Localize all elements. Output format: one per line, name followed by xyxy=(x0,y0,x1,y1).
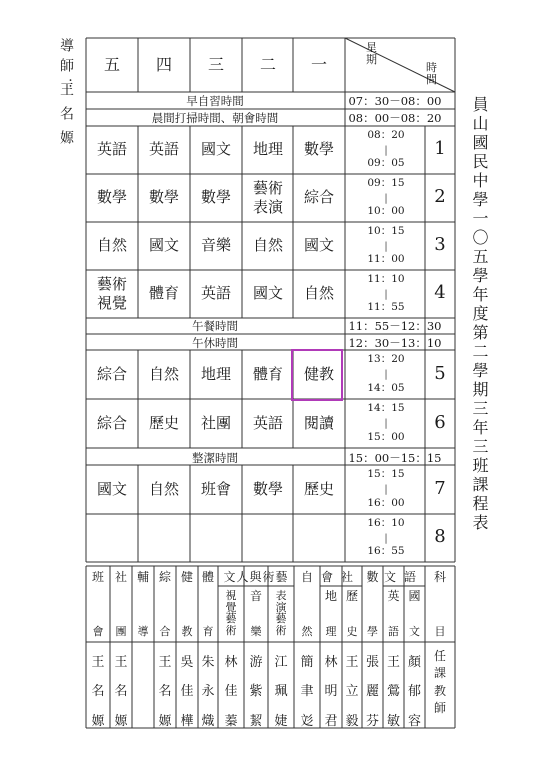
period-end-5: 14：05 xyxy=(367,382,405,394)
class-cell-p4-d4 xyxy=(242,270,294,318)
subject-bottom-12: 史 xyxy=(346,625,358,638)
day-header-3: 三 xyxy=(207,55,224,74)
period-start-5: 13：20 xyxy=(367,353,405,365)
teacher-name-7: 林佳蓁 xyxy=(224,655,238,729)
teacher-name-5: 吳佳樺 xyxy=(180,655,194,729)
period-number-1: 1 xyxy=(434,138,446,159)
class-cell-p1-d5 xyxy=(293,126,345,174)
period-start-2: 09：15 xyxy=(367,177,405,189)
class-cell-text: 國文 xyxy=(96,479,127,498)
class-cell-text: 自然 xyxy=(148,364,179,383)
class-cell-text: 自然 xyxy=(252,236,283,255)
class-cell-p5-d2 xyxy=(138,350,190,399)
period-end-4: 11：55 xyxy=(367,301,405,313)
subject-top-6: 體 xyxy=(201,570,214,584)
class-cell-p4-d1 xyxy=(86,270,138,318)
class-cell-text: 自然 xyxy=(96,236,127,255)
subject-top-8: 音 xyxy=(249,589,262,603)
period-number-2: 2 xyxy=(434,186,446,207)
teacher-name-12: 王立毅 xyxy=(345,655,359,729)
class-cell-text: 綜合 xyxy=(96,413,127,432)
class-cell-text: 數學 xyxy=(96,188,127,207)
class-cell-text: 數學 xyxy=(252,479,283,498)
group-label-language: 文語 xyxy=(383,570,424,584)
subject-top-14: 英 xyxy=(387,589,400,603)
teacher-name-8: 游紫絜 xyxy=(249,655,263,729)
teacher-name-6: 朱永熾 xyxy=(201,655,215,729)
band-lunch-time: 11：55－12：30 xyxy=(348,319,442,333)
class-cell-p5-d4 xyxy=(242,350,294,399)
teacher-name-2: 王名嫄 xyxy=(114,655,128,729)
class-cell-p8-d2 xyxy=(138,514,190,562)
class-cell-p6-d5 xyxy=(293,399,345,448)
class-cell-text: 國文 xyxy=(148,236,179,255)
class-cell-p6-d4 xyxy=(242,399,294,448)
class-cell-p2-d5 xyxy=(293,174,345,222)
class-cell-p7-d1 xyxy=(86,465,138,514)
band-morning-study-label: 早自習時間 xyxy=(186,94,244,108)
day-header-5: 一 xyxy=(310,55,327,74)
class-cell-text: 歷史 xyxy=(148,413,179,432)
day-header-2: 四 xyxy=(155,55,172,74)
class-cell-p2-d1 xyxy=(86,174,138,222)
class-cell-p3-d3 xyxy=(190,222,242,270)
band-cleaning-time: 08：00－08：20 xyxy=(348,111,442,125)
class-cell-text: 國文 xyxy=(200,140,231,159)
period-time-separator: | xyxy=(384,288,388,300)
period-time-separator: | xyxy=(384,240,388,252)
class-cell-text: 地理 xyxy=(252,140,283,159)
period-start-7: 15：15 xyxy=(367,468,405,480)
class-cell-p1-d3 xyxy=(190,126,242,174)
teacher-name-15: 顏郁容 xyxy=(407,655,421,729)
group-label-arts: 文人與術藝 xyxy=(223,570,289,584)
subject-bottom-5: 教 xyxy=(181,625,193,638)
subject-top-10: 自 xyxy=(300,570,313,584)
class-cell-text: 社團 xyxy=(200,413,231,432)
class-cell-text: 體育 xyxy=(252,364,283,383)
period-time-separator: | xyxy=(384,368,388,380)
period-time-separator: | xyxy=(384,483,388,495)
band-afternoon-clean-label: 整潔時間 xyxy=(192,451,238,465)
class-cell-p2-d3 xyxy=(190,174,242,222)
period-end-8: 16：55 xyxy=(367,545,405,557)
class-cell-p4-d2 xyxy=(138,270,190,318)
teacher-name-16: 任課教師 xyxy=(433,649,446,716)
subject-bottom-16: 目 xyxy=(434,625,446,638)
subject-bottom-1: 會 xyxy=(92,625,104,638)
period-start-4: 11：10 xyxy=(367,273,405,285)
subject-bottom-3: 導 xyxy=(137,625,149,638)
class-cell-p1-d4 xyxy=(242,126,294,174)
class-cell-text: 音樂 xyxy=(200,236,231,255)
band-morning-study-time: 07：30－08：00 xyxy=(348,94,442,108)
class-cell-p7-d2 xyxy=(138,465,190,514)
teacher-name-11: 林明君 xyxy=(324,655,338,729)
teacher-name-9: 江珮婕 xyxy=(274,655,288,729)
class-cell-p2-d4 xyxy=(242,174,294,222)
class-cell-text: 數學 xyxy=(200,188,231,207)
period-end-6: 15：00 xyxy=(367,431,405,443)
class-cell-text: 健教 xyxy=(303,364,334,383)
class-cell-p5-d1 xyxy=(86,350,138,399)
subject-top-3: 輔 xyxy=(136,570,149,584)
class-cell-text: 藝術視覺 xyxy=(96,274,127,312)
teacher-name-4: 王名嫄 xyxy=(158,655,172,729)
class-cell-p8-d5 xyxy=(293,514,345,562)
class-cell-text: 體育 xyxy=(148,284,179,303)
period-number-4: 4 xyxy=(434,282,446,303)
period-number-3: 3 xyxy=(434,234,446,255)
period-end-1: 09：05 xyxy=(367,157,405,169)
subject-bottom-2: 團 xyxy=(115,625,127,638)
period-number-6: 6 xyxy=(434,411,446,433)
period-number-5: 5 xyxy=(434,362,446,384)
class-cell-text: 歷史 xyxy=(303,479,334,498)
teacher-name-10: 簡聿彣 xyxy=(300,655,314,729)
class-cell-text: 自然 xyxy=(303,284,334,303)
period-time-separator: | xyxy=(384,532,388,544)
group-label-social: 會社 xyxy=(320,570,361,584)
period-time-separator: | xyxy=(384,192,388,204)
class-cell-p7-d4 xyxy=(242,465,294,514)
subject-top-11: 地 xyxy=(324,589,337,603)
class-cell-text: 綜合 xyxy=(96,364,127,383)
class-cell-p3-d4 xyxy=(242,222,294,270)
class-cell-p8-d1 xyxy=(86,514,138,562)
day-header-1: 五 xyxy=(103,55,120,74)
subject-bottom-13: 學 xyxy=(367,625,378,638)
subject-bottom-4: 合 xyxy=(159,625,171,638)
class-cell-text: 數學 xyxy=(303,140,334,159)
subject-top-9: 表演藝術 xyxy=(275,589,287,637)
class-cell-p1-d2 xyxy=(138,126,190,174)
class-cell-p7-d5 xyxy=(293,465,345,514)
teacher-name-13: 張麗芬 xyxy=(365,655,379,729)
class-cell-p6-d1 xyxy=(86,399,138,448)
period-time-separator: | xyxy=(384,144,388,156)
selection-highlight xyxy=(291,349,343,401)
class-cell-p3-d2 xyxy=(138,222,190,270)
day-header-4: 二 xyxy=(259,55,276,74)
class-cell-p6-d3 xyxy=(190,399,242,448)
corner-label-weekday: 星期 xyxy=(366,41,377,67)
class-cell-text: 英語 xyxy=(96,140,127,159)
class-cell-p8-d3 xyxy=(190,514,242,562)
subject-top-15: 國 xyxy=(408,589,421,603)
class-cell-p2-d2 xyxy=(138,174,190,222)
subject-bottom-6: 育 xyxy=(202,625,214,638)
class-cell-p3-d5 xyxy=(293,222,345,270)
class-cell-text: 英語 xyxy=(200,284,231,303)
teacher-name-1: 王名嫄 xyxy=(91,655,105,729)
band-lunch-label: 午餐時間 xyxy=(192,319,238,333)
band-cleaning-label: 晨間打掃時間、朝會時間 xyxy=(151,111,279,125)
class-cell-text: 國文 xyxy=(252,284,283,303)
class-cell-p7-d3 xyxy=(190,465,242,514)
subject-bottom-15: 文 xyxy=(409,625,420,638)
band-afternoon-clean-time: 15：00－15：15 xyxy=(348,451,442,465)
subject-top-12: 歷 xyxy=(345,589,358,603)
subject-top-4: 綜 xyxy=(158,570,171,584)
period-number-8: 8 xyxy=(434,526,446,547)
period-start-8: 16：10 xyxy=(367,517,405,529)
class-cell-p8-d4 xyxy=(242,514,294,562)
band-nap-time: 12：30－13：10 xyxy=(348,336,442,350)
class-cell-text: 自然 xyxy=(148,479,179,498)
subject-top-7: 視覺藝術 xyxy=(225,589,237,637)
subject-top-2: 社 xyxy=(114,570,127,584)
mentor-label: 導師： xyxy=(58,38,74,98)
class-cell-text: 地理 xyxy=(200,364,231,383)
subject-bottom-8: 樂 xyxy=(250,625,262,638)
class-cell-p4-d5 xyxy=(293,270,345,318)
period-start-6: 14：15 xyxy=(367,402,405,414)
subject-bottom-11: 理 xyxy=(325,625,337,638)
period-end-7: 16：00 xyxy=(367,497,405,509)
subject-top-1: 班 xyxy=(91,570,104,584)
subject-bottom-10: 然 xyxy=(301,625,313,638)
class-cell-text: 英語 xyxy=(148,140,179,159)
class-cell-text: 藝術表演 xyxy=(252,178,283,216)
class-cell-p4-d3 xyxy=(190,270,242,318)
class-cell-text: 班會 xyxy=(200,479,231,498)
subject-bottom-14: 語 xyxy=(388,625,399,638)
class-cell-p6-d2 xyxy=(138,399,190,448)
class-cell-text: 國文 xyxy=(303,236,334,255)
period-start-1: 08：20 xyxy=(367,129,405,141)
band-nap-label: 午休時間 xyxy=(192,336,238,350)
class-cell-text: 綜合 xyxy=(303,188,334,207)
class-cell-p1-d1 xyxy=(86,126,138,174)
period-number-7: 7 xyxy=(434,477,446,499)
page-title: 員山國民中學一〇五學年度第二學期三年三班課程表 xyxy=(470,96,489,533)
subject-top-16: 科 xyxy=(433,570,446,584)
class-cell-text: 數學 xyxy=(148,188,179,207)
class-cell-text: 閱讀 xyxy=(303,413,334,432)
class-cell-text: 英語 xyxy=(252,413,283,432)
class-cell-p3-d1 xyxy=(86,222,138,270)
period-start-3: 10：15 xyxy=(367,225,405,237)
teacher-name-14: 王鶯敏 xyxy=(386,655,400,729)
period-end-2: 10：00 xyxy=(367,205,405,217)
subject-top-5: 健 xyxy=(180,570,193,584)
class-cell-p5-d3 xyxy=(190,350,242,399)
period-end-3: 11：00 xyxy=(367,253,405,265)
mentor-name: 王名嫄 xyxy=(58,82,74,154)
subject-top-13: 數 xyxy=(366,570,379,584)
period-time-separator: | xyxy=(384,417,388,429)
corner-label-time: 時間 xyxy=(426,61,437,87)
